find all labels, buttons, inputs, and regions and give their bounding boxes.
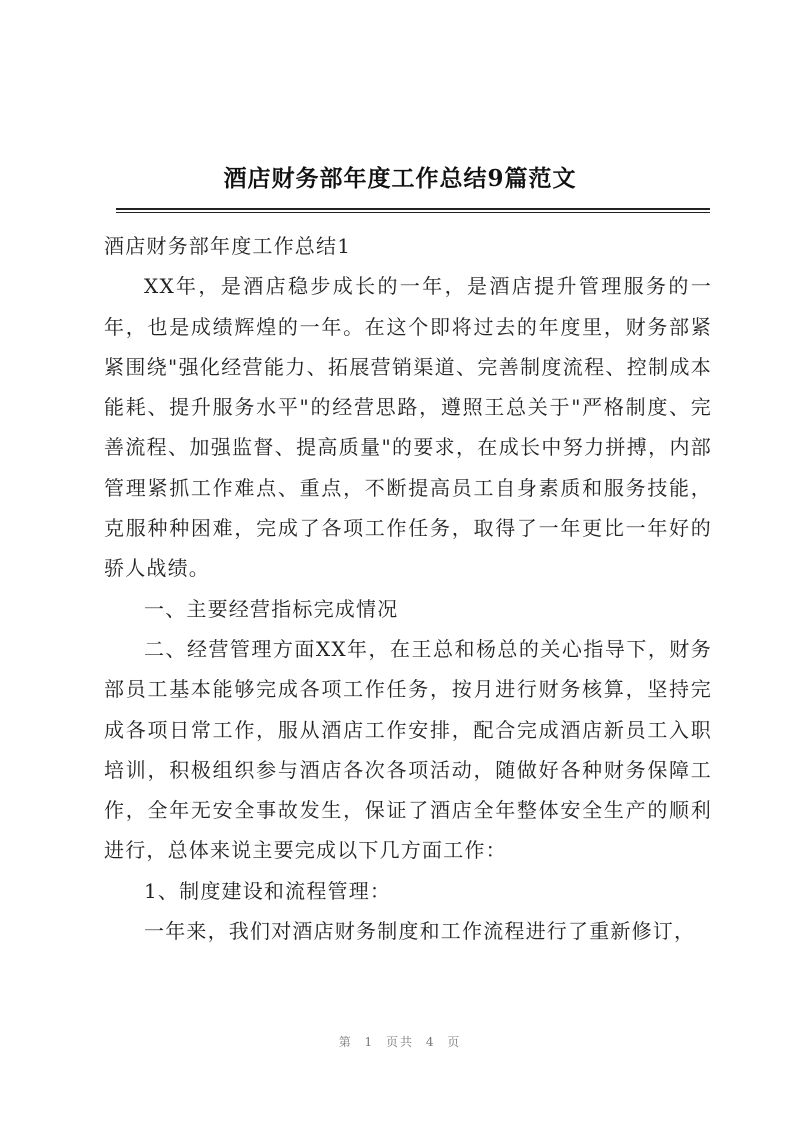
paragraph-operations: 二、经营管理方面XX年，在王总和杨总的关心指导下，财务部员工基本能够完成各项工作任务，按月进行财务核算，坚持完成各项日常工作，服从酒店工作安排，配合完成酒店新员工入职培训，积极组织参与酒店各次各项活动，随做好各种财务保障工作，全年无安全事故发生，保证了酒店全年整体安全生产的顺利进行，总体来说主要完成以下几方面工作： xyxy=(104,636,712,863)
paragraph-revision: 一年来，我们对酒店财务制度和工作流程进行了重新修订， xyxy=(144,919,696,944)
section-heading: 酒店财务部年度工作总结1 xyxy=(104,234,352,258)
document-title: 酒店财务部年度工作总结9篇范文 xyxy=(223,165,577,192)
document-body xyxy=(104,226,712,951)
title-divider xyxy=(116,208,710,213)
paragraph-intro: XX年，是酒店稳步成长的一年，是酒店提升管理服务的一年，也是成绩辉煌的一年。在这个即将过去的年度里，财务部紧紧围绕"强化经营能力、拓展营销渠道、完善制度流程、控制成本能耗、提升服务水平"的经营思路，遵照王总关于"严格制度、完善流程、加强监督、提高质量"的要求，在成长中努力拼搏，内部管理紧抓工作难点、重点，不断提高员工自身素质和服务技能，克服种种困难，完成了各项工作任务，取得了一年更比一年好的骄人战绩。 xyxy=(104,274,712,581)
heading-system-construction: 1、制度建设和流程管理： xyxy=(144,878,392,903)
page-footer: 第 1 页共 4 页 xyxy=(338,1035,462,1049)
heading-main-indicators: 一、主要经营指标完成情况 xyxy=(144,596,399,621)
